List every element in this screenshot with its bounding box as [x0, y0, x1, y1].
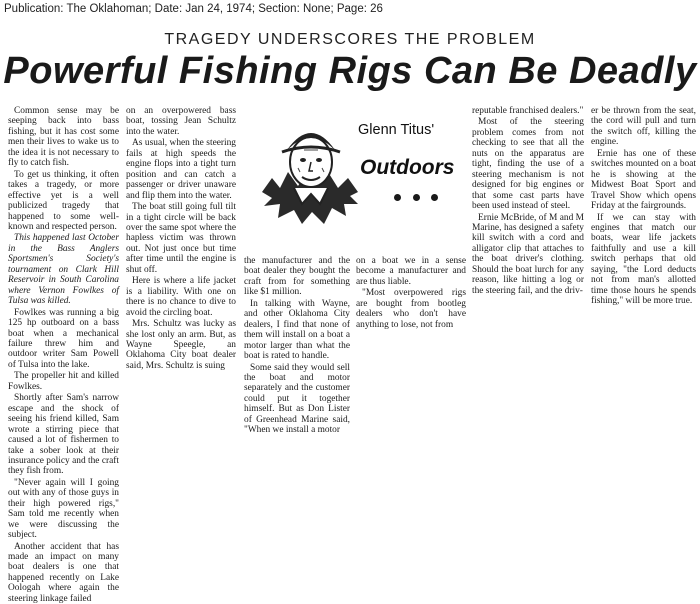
- columnist-name: Glenn Titus': [358, 122, 435, 138]
- publication-line: Publication: The Oklahoman; Date: Jan 24, 1974; Section: None; Page: 26: [4, 3, 383, 15]
- paragraph: Shortly after Sam's narrow escape and the shock of seeing his friend killed, Sam wrote a stirring piece that caused a lot of fishermen to take a sober look at their insurance policy and the craft they fish from.: [8, 393, 119, 477]
- kicker-headline: TRAGEDY UNDERSCORES THE PROBLEM: [164, 31, 536, 48]
- paragraph: If we can stay with engines that match our boats, wear life jackets faithfully and use a kill switch perhaps that old saying, "the Lord deducts not from man's allotted time those hours he spends fishing," will be more true.: [591, 212, 696, 307]
- paragraph: As usual, when the steering fails at high speeds the engine flops into a tight turn position and can catch a passenger or driver unaware and flip them into the water.: [126, 138, 236, 201]
- column-title: Outdoors: [360, 156, 455, 179]
- paragraph: "Never again will I going out with any of those guys in their high powered rigs," Sam told me recently when we were discussing the subject.: [8, 477, 119, 541]
- paragraph: the manufacturer and the boat dealer they bought the craft from for something like $1 million.: [244, 256, 350, 298]
- paragraph: Common sense may be seeping back into bass fishing, but it has cost some men their lives to wake us to the idea it is not necessary to fly to catch fish.: [8, 106, 119, 169]
- paragraph: This happened last October in the Bass Anglers Sportsmen's Society's tournament on Clark Hill Reservoir in South Carolina where Vernon Fowlkes of Tulsa was killed.: [8, 233, 119, 307]
- article-column-1: [8, 106, 119, 604]
- article-column-6: [591, 106, 696, 556]
- main-headline: Powerful Fishing Rigs Can Be Deadly: [3, 50, 697, 92]
- article-column-4: [356, 256, 466, 556]
- paragraph: The boat still going full tilt in a tight circle will be back over the same spot where the hapless victim was thrown out. Not just once but time after time until the engine is shut off.: [126, 202, 236, 275]
- paragraph: "Most overpowered rigs are bought from bootleg dealers who don't have anything to lose, not from: [356, 288, 466, 330]
- paragraph: Ernie has one of these switches mounted on a boat he is showing at the Midwest Boat Sport and Travel Show which opens Friday at the fairgrounds.: [591, 148, 696, 212]
- paragraph: Another accident that has made an impact on many boat dealers is one that happened recently on Lake Oologah where again the steering linkage failed: [8, 541, 119, 604]
- ornament-dots: [394, 194, 438, 201]
- column-header-box: [240, 102, 470, 252]
- paragraph: er be thrown from the seat, the cord will pull and turn the switch off, killing the engine.: [591, 106, 696, 148]
- paragraph: on a boat we in a sense become a manufacturer and are thus liable.: [356, 256, 466, 287]
- paragraph: Most of the steering problem comes from not checking to see that all the nuts on the apparatus are tight, finding the use of a steering mechanism is not designed for big engines or that some cast parts have been used instead of steel.: [472, 117, 584, 212]
- paragraph: Some said they would sell the boat and motor separately and the customer could put it together himself. But as Don Lister of Greenhead Marine said, "When we install a motor: [244, 362, 350, 436]
- paragraph: In talking with Wayne, and other Oklahoma City dealers, I find that none of them will install on a boat a motor larger than what the boat is rated to handle.: [244, 298, 350, 362]
- paragraph: To get us thinking, it often takes a tragedy, or more effective yet is a well publicized tragedy that happened to some well-known and respected person.: [8, 169, 119, 232]
- paragraph: Ernie McBride, of M and M Marine, has designed a safety kill switch with a cord and alligator clip that attaches to the boat driver's clothing. Should the boat lurch for any reason, like hitting a log or the steering fail, and the driv-: [472, 212, 584, 296]
- article-column-5: [472, 106, 584, 556]
- paragraph: reputable franchised dealers.": [472, 106, 584, 116]
- paragraph: on an overpowered bass boat, tossing Jean Schultz into the water.: [126, 106, 236, 137]
- paragraph: Here is where a life jacket is a liability. With one on there is no chance to dive to avoid the circling boat.: [126, 276, 236, 318]
- columnist-portrait-icon: [254, 108, 364, 226]
- article-column-2: [126, 106, 236, 556]
- paragraph: Mrs. Schultz was lucky as she lost only an arm. But, as Wayne Speegle, an Oklahoma City boat dealer said, Mrs. Schultz is suing: [126, 319, 236, 371]
- paragraph: Fowlkes was running a big 125 hp outboard on a bass boat when a mechanical failure threw him and outdoor writer Sam Powell of Tulsa into the lake.: [8, 307, 119, 370]
- article-column-3: [244, 256, 350, 556]
- paragraph: The propeller hit and killed Fowlkes.: [8, 371, 119, 392]
